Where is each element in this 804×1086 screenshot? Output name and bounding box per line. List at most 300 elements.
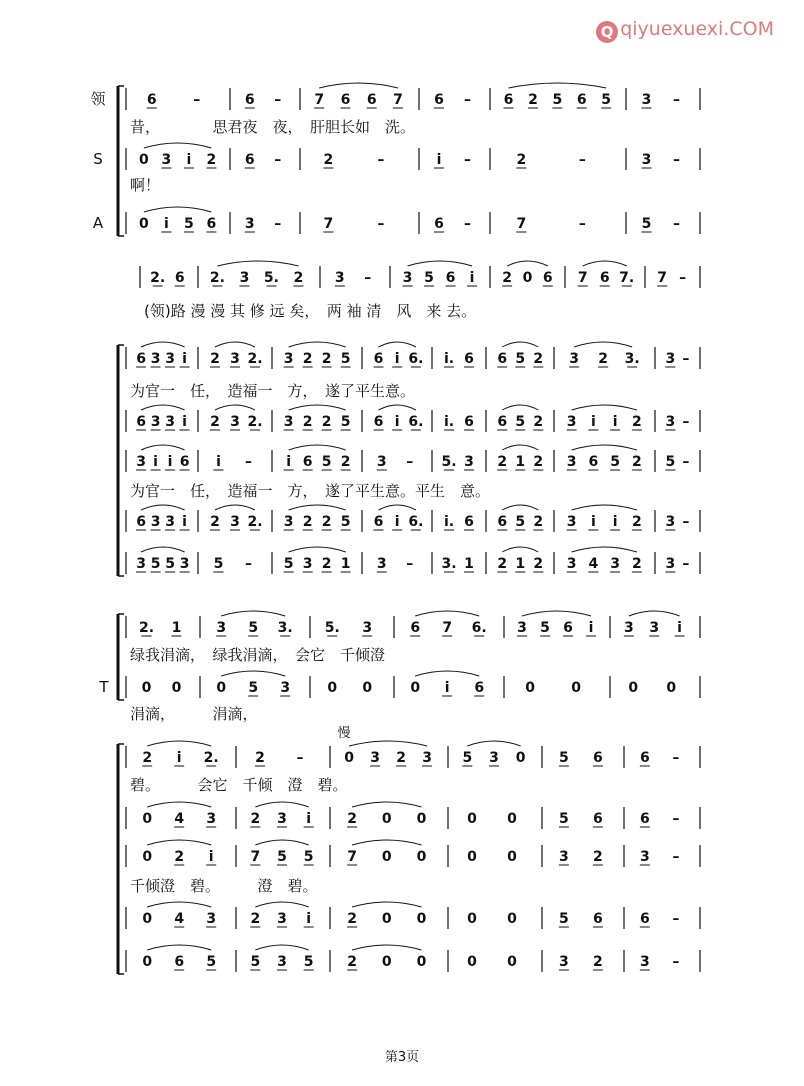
jianpu-note: i	[163, 216, 169, 232]
jianpu-note: i	[182, 351, 187, 367]
jianpu-note: –	[245, 556, 252, 572]
jianpu-note: –	[682, 414, 690, 430]
jianpu-note: 1	[464, 556, 474, 572]
jianpu-note: 6	[576, 92, 587, 108]
jianpu-note: 2	[497, 454, 508, 470]
jianpu-note: 0	[416, 954, 427, 970]
jianpu-note: 2	[502, 270, 512, 286]
jianpu-note: 7	[657, 270, 668, 286]
jianpu-note: 2	[174, 849, 185, 865]
slur	[572, 405, 637, 410]
slur	[221, 671, 285, 676]
jianpu-note: 6.	[408, 351, 424, 367]
jianpu-note: 2	[250, 811, 261, 827]
jianpu-note: 3	[370, 750, 380, 766]
jianpu-note: –	[296, 750, 304, 766]
jianpu-note: 0	[381, 911, 392, 927]
slur	[221, 611, 285, 616]
jianpu-note: 5	[213, 556, 224, 572]
jianpu-note: i	[153, 454, 158, 470]
jianpu-note: 2	[631, 556, 642, 572]
jianpu-note: 7	[393, 92, 403, 108]
jianpu-note: 5.	[263, 270, 279, 286]
jianpu-note: 6	[146, 92, 157, 108]
jianpu-note: 6.	[408, 414, 424, 430]
slur	[572, 505, 637, 510]
jianpu-note: 6	[373, 514, 384, 530]
jianpu-note: 0	[507, 849, 517, 865]
jianpu-note: 0	[507, 954, 517, 970]
slur	[147, 741, 211, 746]
watermark-logo-icon: Q	[596, 21, 618, 43]
slur	[502, 547, 538, 552]
jianpu-note: –	[673, 216, 680, 232]
jianpu-note: 6	[179, 454, 190, 470]
jianpu-note: 5	[283, 556, 294, 572]
jianpu-note: 5	[150, 556, 161, 572]
slur	[629, 611, 680, 616]
jianpu-note: 1	[171, 620, 182, 636]
jianpu-note: 6	[593, 911, 603, 927]
lyric-line: 绿我涓滴， 绿我涓滴， 会它 千倾澄	[130, 646, 386, 664]
jianpu-note: 7.	[619, 270, 635, 286]
jianpu-note: 3	[230, 514, 240, 530]
jianpu-note: 3.	[277, 620, 293, 636]
jianpu-note: –	[274, 92, 282, 108]
jianpu-note: 3	[566, 414, 577, 430]
jianpu-note: 5	[184, 216, 194, 232]
slur	[289, 342, 346, 347]
jianpu-note: 5.	[441, 454, 457, 470]
slur	[147, 802, 211, 807]
jianpu-note: 2	[302, 414, 313, 430]
slur	[289, 505, 346, 510]
jianpu-note: 2	[497, 556, 508, 572]
jianpu-note: 0	[381, 811, 392, 827]
jianpu-note: 3	[559, 849, 569, 865]
jianpu-note: 3	[165, 414, 175, 430]
jianpu-note: 0	[381, 954, 392, 970]
jianpu-note: 5	[559, 911, 569, 927]
jianpu-note: 3	[244, 216, 255, 232]
jianpu-note: 0	[507, 811, 517, 827]
jianpu-note: 6	[464, 414, 474, 430]
jianpu-note: 4	[174, 811, 185, 827]
jianpu-note: –	[463, 152, 471, 168]
slur	[215, 342, 255, 347]
jianpu-note: 2	[533, 514, 544, 530]
jianpu-note: 7	[314, 92, 325, 108]
jianpu-note: 0	[522, 270, 533, 286]
jianpu-note: 6	[599, 270, 610, 286]
jianpu-note: 0	[515, 750, 526, 766]
jianpu-note: 7	[577, 270, 588, 286]
jianpu-note: 6	[503, 92, 514, 108]
slur	[141, 505, 185, 510]
jianpu-note: 6.	[471, 620, 487, 636]
jianpu-note: 3	[277, 811, 287, 827]
slur	[289, 445, 346, 450]
jianpu-note: 5	[340, 514, 351, 530]
jianpu-note: 5	[515, 414, 526, 430]
jianpu-note: 2.	[209, 270, 225, 286]
jianpu-note: 6	[542, 270, 553, 286]
jianpu-note: 5	[340, 414, 351, 430]
slur	[319, 83, 398, 88]
jianpu-note: 3	[623, 620, 634, 636]
jianpu-note: –	[673, 92, 680, 108]
slur	[144, 207, 212, 212]
jianpu-note: 2	[598, 351, 609, 367]
jianpu-note: 5	[165, 556, 175, 572]
jianpu-note: i	[394, 514, 400, 530]
jianpu-note: –	[578, 152, 586, 168]
jianpu-note: 6	[497, 351, 508, 367]
jianpu-note: 2	[347, 954, 358, 970]
jianpu-note: 0	[142, 911, 153, 927]
jianpu-note: 3	[665, 414, 676, 430]
jianpu-note: –	[672, 911, 680, 927]
jianpu-note: 3	[150, 514, 161, 530]
jianpu-note: –	[377, 152, 385, 168]
slur	[507, 261, 548, 266]
lyric-line: 千倾澄 碧。 澄 碧。	[130, 877, 318, 895]
jianpu-note: 3	[665, 514, 676, 530]
slur	[352, 902, 421, 907]
jianpu-note: 6	[639, 750, 650, 766]
jianpu-note: 5.	[324, 620, 340, 636]
jianpu-note: i	[286, 454, 292, 470]
jianpu-note: 2	[593, 954, 603, 970]
jianpu-note: 0	[467, 849, 477, 865]
jianpu-note: 3	[302, 556, 313, 572]
jianpu-note: 5	[515, 351, 526, 367]
jianpu-note: 3	[376, 556, 387, 572]
jianpu-note: 0	[410, 680, 421, 696]
slur	[141, 547, 185, 552]
jianpu-note: 3	[641, 152, 652, 168]
jianpu-note: i	[167, 454, 173, 470]
jianpu-note: 5	[321, 454, 332, 470]
lyric-line: 碧。 会它 千倾 澄 碧。	[130, 776, 348, 794]
jianpu-note: 2	[321, 351, 332, 367]
jianpu-note: 3	[165, 514, 175, 530]
jianpu-note: 0	[139, 216, 149, 232]
jianpu-note: 7	[442, 620, 453, 636]
jianpu-note: 3	[239, 270, 250, 286]
jianpu-note: 3	[283, 414, 294, 430]
jianpu-note: 5	[462, 750, 473, 766]
jianpu-note: i.	[443, 514, 455, 530]
jianpu-note: 2	[347, 911, 358, 927]
slur	[255, 840, 308, 845]
jianpu-note: –	[274, 216, 282, 232]
jianpu-note: 0	[344, 750, 354, 766]
jianpu-note: –	[673, 152, 680, 168]
jianpu-note: i	[444, 680, 450, 696]
jianpu-note: 4	[174, 911, 185, 927]
jianpu-note: 0	[571, 680, 581, 696]
jianpu-note: 5	[248, 680, 259, 696]
jianpu-note: 2	[210, 414, 220, 430]
jianpu-note: 5	[303, 954, 314, 970]
jianpu-note: 6	[434, 92, 444, 108]
jianpu-note: 6	[445, 270, 456, 286]
jianpu-note: –	[672, 811, 680, 827]
jianpu-note: 5	[665, 454, 676, 470]
jianpu-note: 0	[416, 911, 427, 927]
slur	[583, 261, 627, 266]
jianpu-note: 3	[230, 351, 240, 367]
jianpu-note: i	[208, 849, 214, 865]
jianpu-note: 3	[569, 351, 580, 367]
jianpu-note: 6	[206, 216, 217, 232]
jianpu-note: 3	[150, 351, 161, 367]
jianpu-note: 6	[410, 620, 421, 636]
slur	[415, 611, 479, 616]
jianpu-note: 3	[165, 351, 175, 367]
jianpu-note: –	[682, 454, 690, 470]
jianpu-note: 3	[283, 351, 294, 367]
jianpu-note: 3	[277, 911, 287, 927]
jianpu-note: 3	[639, 849, 650, 865]
jianpu-note: –	[463, 92, 471, 108]
jianpu-note: 0	[142, 849, 153, 865]
jianpu-note: 6	[366, 92, 377, 108]
jianpu-note: 2	[210, 351, 220, 367]
jianpu-note: 4	[588, 556, 599, 572]
jianpu-note: 6	[639, 911, 650, 927]
jianpu-note: 3	[566, 556, 577, 572]
jianpu-note: 2	[321, 514, 332, 530]
jianpu-note: 3	[216, 620, 227, 636]
jianpu-note: 2	[255, 750, 265, 766]
jianpu-note: 6	[136, 351, 146, 367]
jianpu-note: 6	[474, 680, 485, 696]
slur	[141, 445, 185, 450]
slur	[467, 741, 520, 746]
jianpu-note: 3	[641, 92, 652, 108]
part-label: 领	[90, 90, 106, 108]
jianpu-note: –	[672, 849, 680, 865]
lyric-line: 为官一 任， 造福一 方， 遂了平生意。平生 意。	[130, 482, 491, 500]
slur	[217, 261, 298, 266]
slur	[408, 261, 473, 266]
slur	[255, 902, 308, 907]
jianpu-note: 3	[464, 454, 474, 470]
jianpu-note: 0	[525, 680, 535, 696]
jianpu-note: 3	[206, 911, 217, 927]
jianpu-note: 0	[628, 680, 639, 696]
slur	[147, 840, 211, 845]
jianpu-note: 3.	[441, 556, 457, 572]
slur	[574, 342, 632, 347]
jianpu-note: i	[394, 351, 400, 367]
jianpu-note: 3	[136, 454, 146, 470]
jianpu-note: 6	[244, 152, 255, 168]
page-number: 第3页	[384, 1050, 420, 1065]
jianpu-note: 2	[302, 351, 313, 367]
jianpu-note: 6	[593, 811, 603, 827]
jianpu-note: 0	[467, 811, 477, 827]
jianpu-note: i	[182, 414, 187, 430]
lyric-line: 昔， 思君夜 夜， 肝胆长如 洗。	[130, 118, 416, 136]
slur	[144, 143, 212, 148]
jianpu-note: –	[406, 556, 414, 572]
jianpu-note: i	[186, 152, 192, 168]
jianpu-note: 3	[136, 556, 146, 572]
jianpu-note: 2.	[247, 514, 263, 530]
jianpu-note: 6	[588, 454, 599, 470]
jianpu-note: i	[436, 152, 442, 168]
slur	[572, 445, 637, 450]
jianpu-note: 3	[639, 954, 650, 970]
jianpu-note: 2	[321, 556, 332, 572]
jianpu-note: 2	[533, 351, 544, 367]
jianpu-note: i.	[443, 351, 455, 367]
jianpu-note: 7	[516, 216, 527, 232]
jianpu-note: 6	[174, 270, 185, 286]
slur	[502, 405, 538, 410]
jianpu-note: 2	[533, 556, 544, 572]
watermark-text: qiyuexuexi.COM	[620, 18, 774, 40]
jianpu-note: 6	[464, 514, 474, 530]
slur	[141, 342, 185, 347]
jianpu-note: 3	[206, 811, 217, 827]
jianpu-note: 2	[302, 514, 313, 530]
slur	[255, 945, 308, 950]
jianpu-note: 0	[171, 680, 182, 696]
jianpu-note: 2	[323, 152, 334, 168]
jianpu-note: i	[677, 620, 682, 636]
jianpu-note: 2.	[138, 620, 155, 636]
jianpu-note: 5	[559, 811, 569, 827]
jianpu-note: 6	[563, 620, 573, 636]
jianpu-note: 6	[244, 92, 255, 108]
jianpu-note: 1	[515, 556, 526, 572]
jianpu-note: –	[274, 152, 282, 168]
jianpu-note: 3	[422, 750, 432, 766]
slur	[572, 547, 637, 552]
jianpu-note: 2	[631, 454, 642, 470]
jianpu-note: i	[182, 514, 187, 530]
jianpu-note: –	[682, 514, 690, 530]
jianpu-note: –	[578, 216, 586, 232]
jianpu-note: 2	[347, 811, 358, 827]
jianpu-note: 0	[416, 811, 427, 827]
jianpu-note: 2	[250, 911, 261, 927]
jianpu-note: 3	[277, 954, 287, 970]
jianpu-note: 0	[467, 954, 477, 970]
slur	[349, 741, 427, 746]
jianpu-note: 5	[303, 849, 314, 865]
jianpu-note: 3	[230, 414, 240, 430]
jianpu-note: i	[590, 514, 596, 530]
jianpu-note: 6	[174, 954, 185, 970]
slur	[289, 405, 346, 410]
jianpu-note: 0	[467, 911, 477, 927]
jianpu-note: 0	[507, 911, 517, 927]
jianpu-note: 1	[515, 454, 526, 470]
slur	[255, 802, 308, 807]
jianpu-note: 5	[601, 92, 612, 108]
jianpu-note: 5	[540, 620, 550, 636]
jianpu-note: –	[672, 954, 680, 970]
slur	[509, 83, 607, 88]
jianpu-note: 3	[566, 454, 577, 470]
jianpu-note: i	[590, 414, 596, 430]
jianpu-note: 3	[610, 556, 620, 572]
jianpu-note: 6	[497, 514, 508, 530]
jianpu-note: 2	[321, 414, 332, 430]
jianpu-note: 6	[136, 414, 146, 430]
jianpu-note: 1	[340, 556, 351, 572]
slur	[289, 547, 346, 552]
jianpu-note: –	[463, 216, 471, 232]
jianpu-note: 6	[302, 454, 313, 470]
slur	[502, 342, 538, 347]
slur	[352, 840, 421, 845]
jianpu-note: 3	[489, 750, 499, 766]
jianpu-note: 0	[666, 680, 677, 696]
part-label: T	[99, 678, 109, 696]
jianpu-note: 2	[396, 750, 406, 766]
jianpu-note: 5	[610, 454, 620, 470]
jianpu-note: i	[588, 620, 594, 636]
jianpu-note: 2	[528, 92, 538, 108]
slur	[147, 945, 211, 950]
jianpu-note: 2	[142, 750, 153, 766]
jianpu-note: 3	[280, 680, 291, 696]
jianpu-note: –	[682, 556, 690, 572]
jianpu-note: –	[672, 750, 680, 766]
jianpu-note: 6.	[408, 514, 424, 530]
jianpu-note: 2.	[247, 414, 263, 430]
jianpu-note: i	[216, 454, 221, 470]
jianpu-note: 2	[206, 152, 217, 168]
jianpu-note: 6	[639, 811, 650, 827]
jianpu-note: 5	[340, 351, 351, 367]
jianpu-note: 2	[516, 152, 527, 168]
jianpu-note: i	[306, 811, 312, 827]
tempo-mark: 慢	[337, 726, 351, 741]
jianpu-note: 0	[416, 849, 427, 865]
jianpu-note: 0	[142, 954, 153, 970]
jianpu-note: 5	[424, 270, 434, 286]
jianpu-note: 3	[161, 152, 172, 168]
jianpu-note: 3	[559, 954, 569, 970]
slur	[141, 405, 185, 410]
jianpu-note: 3	[402, 270, 413, 286]
jianpu-note: 2.	[203, 750, 219, 766]
jianpu-note: –	[377, 216, 385, 232]
slur	[415, 671, 479, 676]
jianpu-note: 6	[434, 216, 444, 232]
slur	[379, 405, 416, 410]
jianpu-note: 5	[515, 514, 526, 530]
jianpu-note: 2	[533, 414, 544, 430]
jianpu-note: 2	[293, 270, 304, 286]
jianpu-note: 2	[533, 454, 544, 470]
slur	[522, 611, 591, 616]
jianpu-note: 2.	[247, 351, 263, 367]
slur	[379, 342, 416, 347]
jianpu-note: –	[406, 454, 414, 470]
jianpu-note: 6	[464, 351, 474, 367]
jianpu-note: 6	[136, 514, 146, 530]
slur	[352, 945, 421, 950]
jianpu-note: i	[176, 750, 182, 766]
